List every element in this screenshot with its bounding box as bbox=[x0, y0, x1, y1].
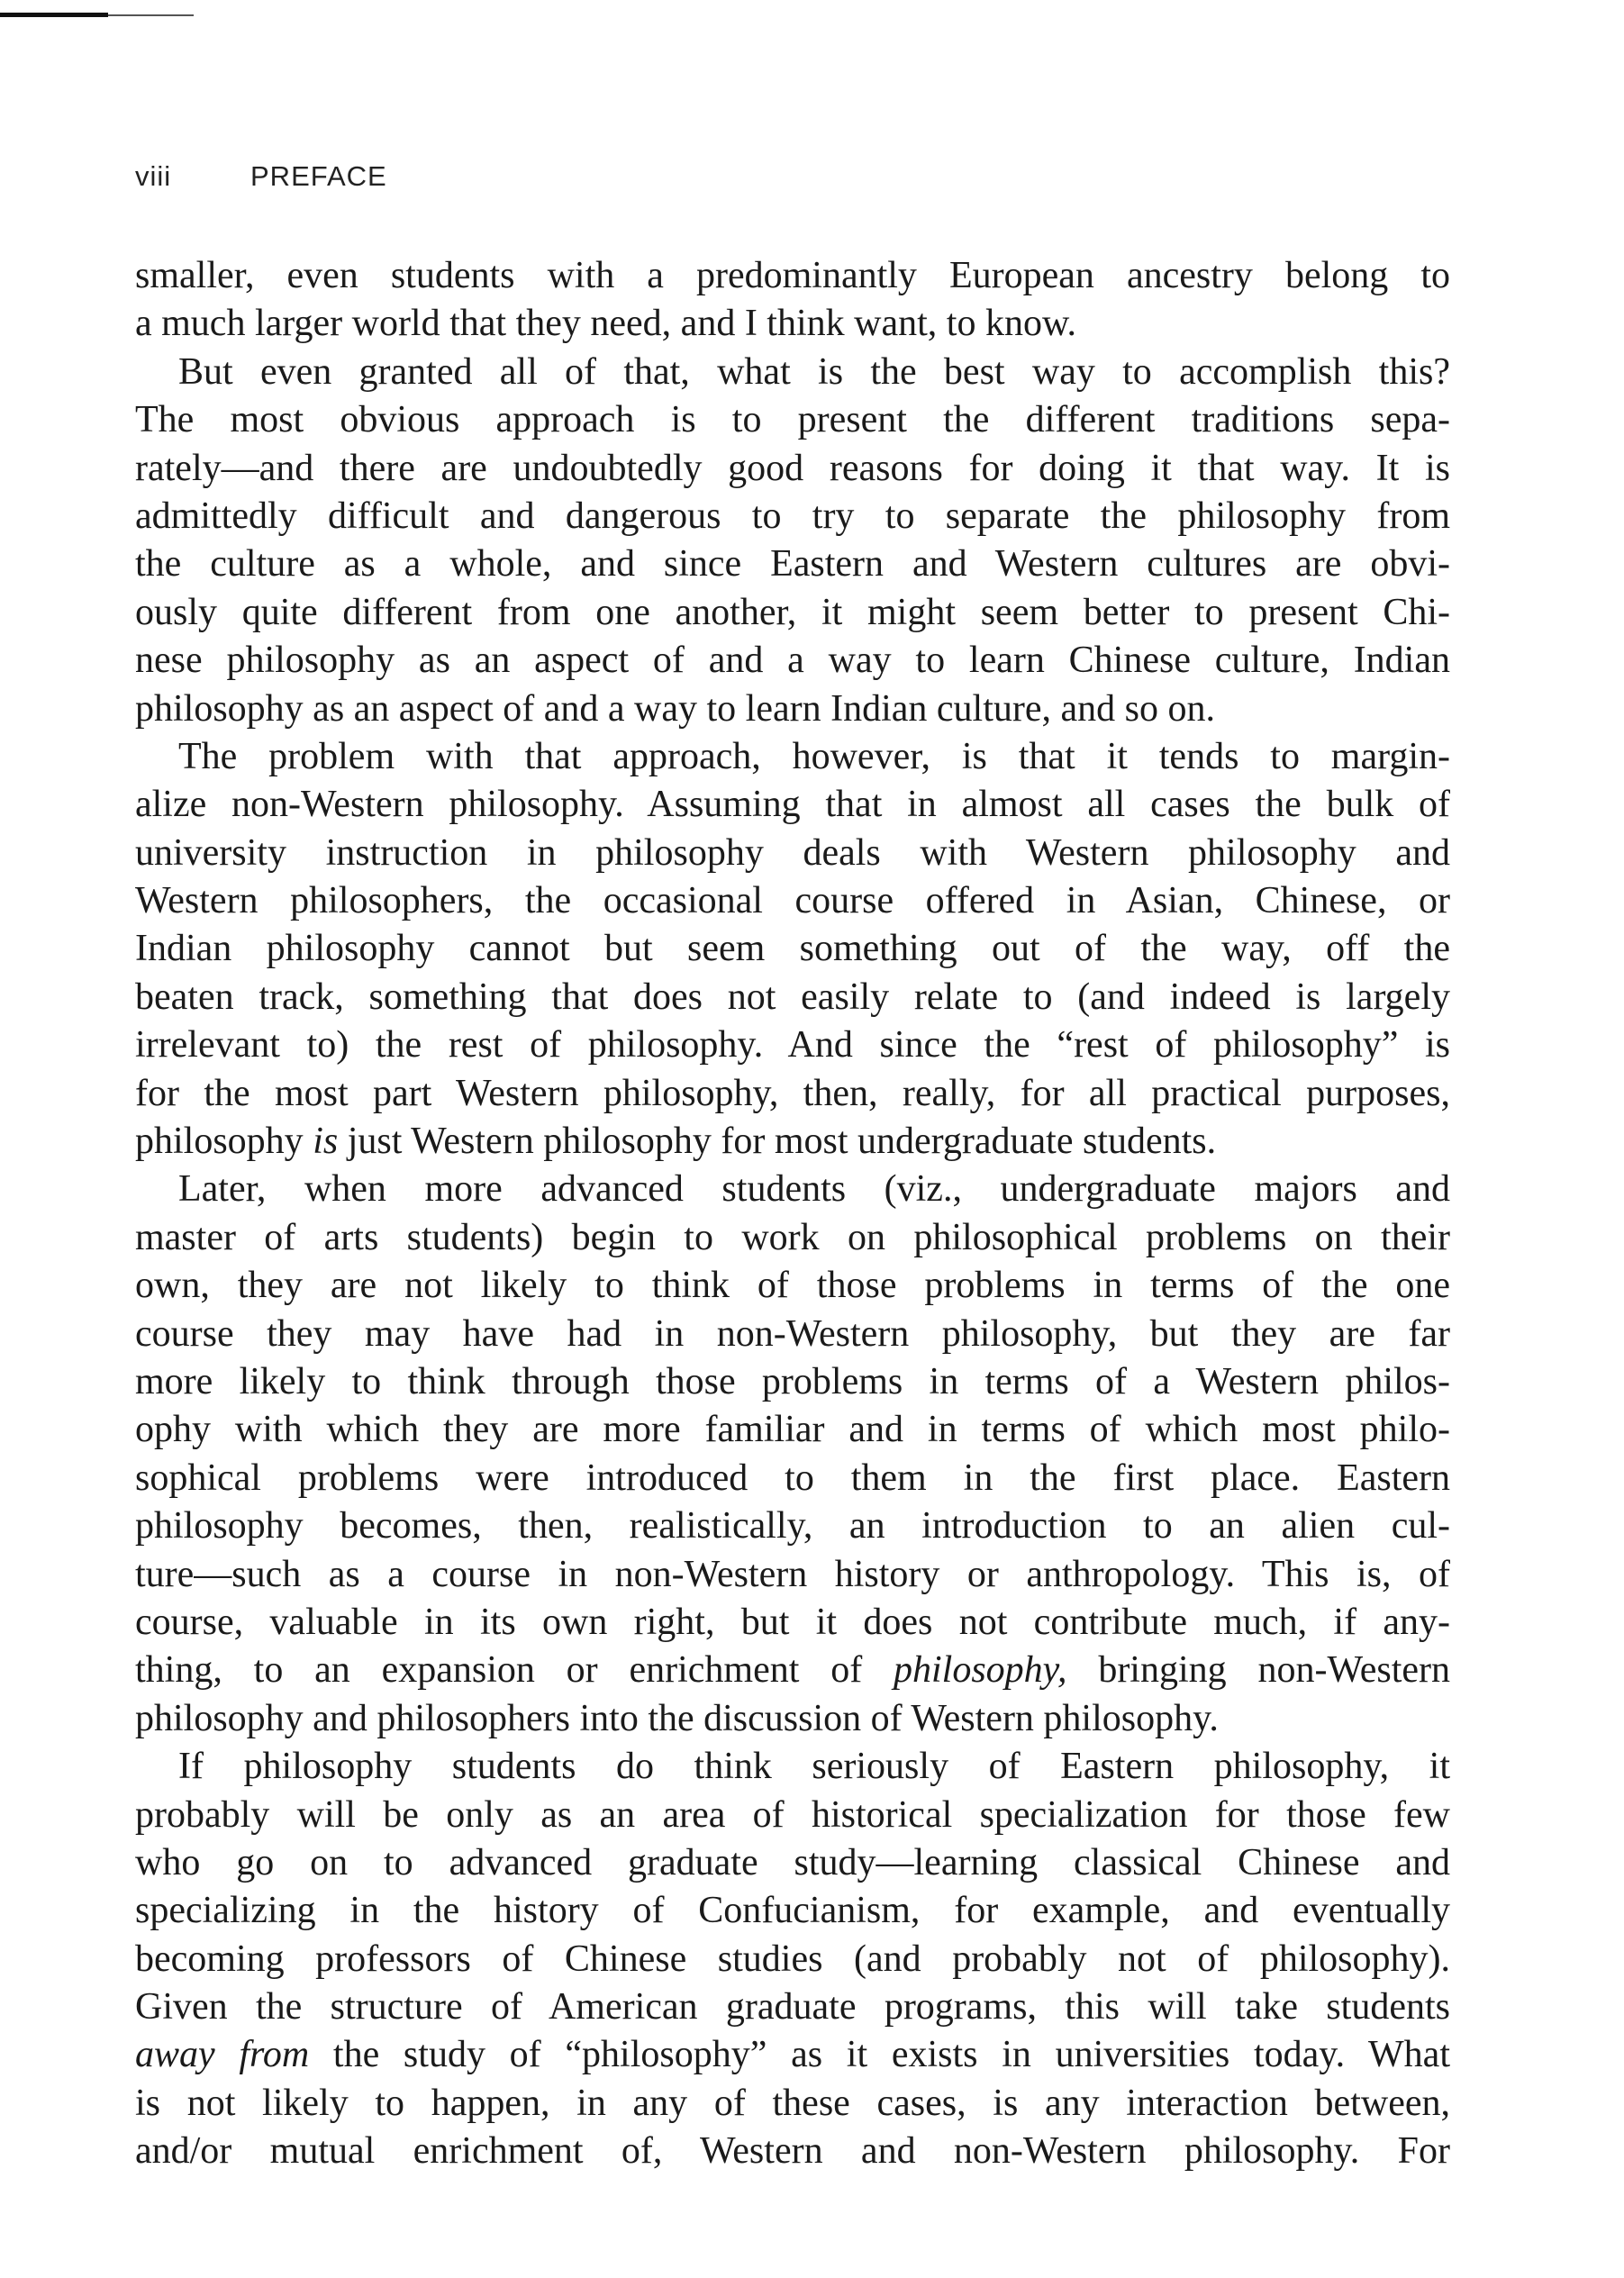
emphasis: is bbox=[313, 1121, 339, 1163]
text-line: becoming professors of Chinese studies (and probably not of philosophy). bbox=[135, 1938, 1450, 1980]
text-line: specializing in the history of Confucianism, for example, and eventually bbox=[135, 1890, 1450, 1932]
text-line: course, valuable in its own right, but it does not contribute much, if any- bbox=[135, 1601, 1450, 1643]
text-line: But even granted all of that, what is the best way to accomplish this? bbox=[178, 350, 1450, 393]
text-line: nese philosophy as an aspect of and a way to learn Chinese culture, Indian bbox=[135, 640, 1450, 682]
section-title: PREFACE bbox=[250, 160, 387, 192]
text-line: away from the study of “philosophy” as it exists in universities today. What bbox=[135, 2034, 1450, 2076]
page-number: viii bbox=[135, 160, 172, 192]
text-line: ously quite different from one another, it might seem better to present Chi- bbox=[135, 591, 1450, 633]
text-line: philosophy is just Western philosophy for most undergraduate students. bbox=[135, 1121, 1217, 1163]
text-line: who go on to advanced graduate study—learning classical Chinese and bbox=[135, 1841, 1450, 1883]
text-line: beaten track, something that does not easily relate to (and indeed is largely bbox=[135, 976, 1450, 1018]
body-text bbox=[135, 252, 1450, 2176]
text-line: ophy with which they are more familiar and in terms of which most philo- bbox=[135, 1409, 1450, 1451]
text-line: admittedly difficult and dangerous to try to separate the philosophy from bbox=[135, 495, 1450, 537]
text-line: Western philosophers, the occasional course offered in Asian, Chinese, or bbox=[135, 880, 1450, 922]
running-head bbox=[135, 160, 387, 193]
text-line: philosophy becomes, then, realistically, an introduction to an alien cul- bbox=[135, 1505, 1450, 1547]
text-line: probably will be only as an area of historical specialization for those few bbox=[135, 1793, 1450, 1836]
text-line: is not likely to happen, in any of these cases, is any interaction between, bbox=[135, 2082, 1450, 2124]
text-line: Indian philosophy cannot but seem something out of the way, off the bbox=[135, 928, 1450, 970]
text-line: a much larger world that they need, and I think want, to know. bbox=[135, 303, 1077, 345]
emphasis: philosophy, bbox=[894, 1649, 1067, 1692]
text-line: The most obvious approach is to present the different traditions sepa- bbox=[135, 399, 1450, 441]
scan-edge-mark bbox=[0, 13, 108, 17]
text-line: ture—such as a course in non-Western history or anthropology. This is, of bbox=[135, 1553, 1450, 1595]
text-line: sophical problems were introduced to them in the first place. Eastern bbox=[135, 1457, 1450, 1499]
text-line: irrelevant to) the rest of philosophy. And since the “rest of philosophy” is bbox=[135, 1024, 1450, 1066]
text-line: master of arts students) begin to work on philosophical problems on their bbox=[135, 1216, 1450, 1258]
text-line: the culture as a whole, and since Eastern and Western cultures are obvi- bbox=[135, 543, 1450, 585]
text-line: university instruction in philosophy deals with Western philosophy and bbox=[135, 831, 1450, 874]
text-line: more likely to think through those problems in terms of a Western philos- bbox=[135, 1360, 1450, 1402]
text-line: If philosophy students do think seriously of Eastern philosophy, it bbox=[178, 1746, 1450, 1788]
text-line: alize non-Western philosophy. Assuming that in almost all cases the bulk of bbox=[135, 784, 1450, 826]
text-line: philosophy as an aspect of and a way to learn Indian culture, and so on. bbox=[135, 687, 1215, 730]
text-line: for the most part Western philosophy, then, really, for all practical purposes, bbox=[135, 1072, 1450, 1114]
text-line: smaller, even students with a predominantly European ancestry belong to bbox=[135, 255, 1450, 296]
emphasis: away from bbox=[135, 2034, 310, 2076]
text-line: course they may have had in non-Western philosophy, but they are far bbox=[135, 1312, 1450, 1355]
scan-edge-mark-tail bbox=[108, 14, 194, 16]
text-line: philosophy and philosophers into the discussion of Western philosophy. bbox=[135, 1697, 1219, 1739]
text-line: and/or mutual enrichment of, Western and non-Western philosophy. For bbox=[135, 2130, 1450, 2173]
text-line: thing, to an expansion or enrichment of philosophy, bringing non-Western bbox=[135, 1649, 1451, 1692]
text-line: rately—and there are undoubtedly good reasons for doing it that way. It is bbox=[135, 447, 1450, 489]
text-line: Given the structure of American graduate programs, this will take students bbox=[135, 1986, 1450, 2028]
text-line: The problem with that approach, however, is that it tends to margin- bbox=[178, 735, 1450, 777]
text-line: own, they are not likely to think of those problems in terms of the one bbox=[135, 1265, 1450, 1307]
text-line: Later, when more advanced students (viz., undergraduate majors and bbox=[178, 1168, 1450, 1211]
